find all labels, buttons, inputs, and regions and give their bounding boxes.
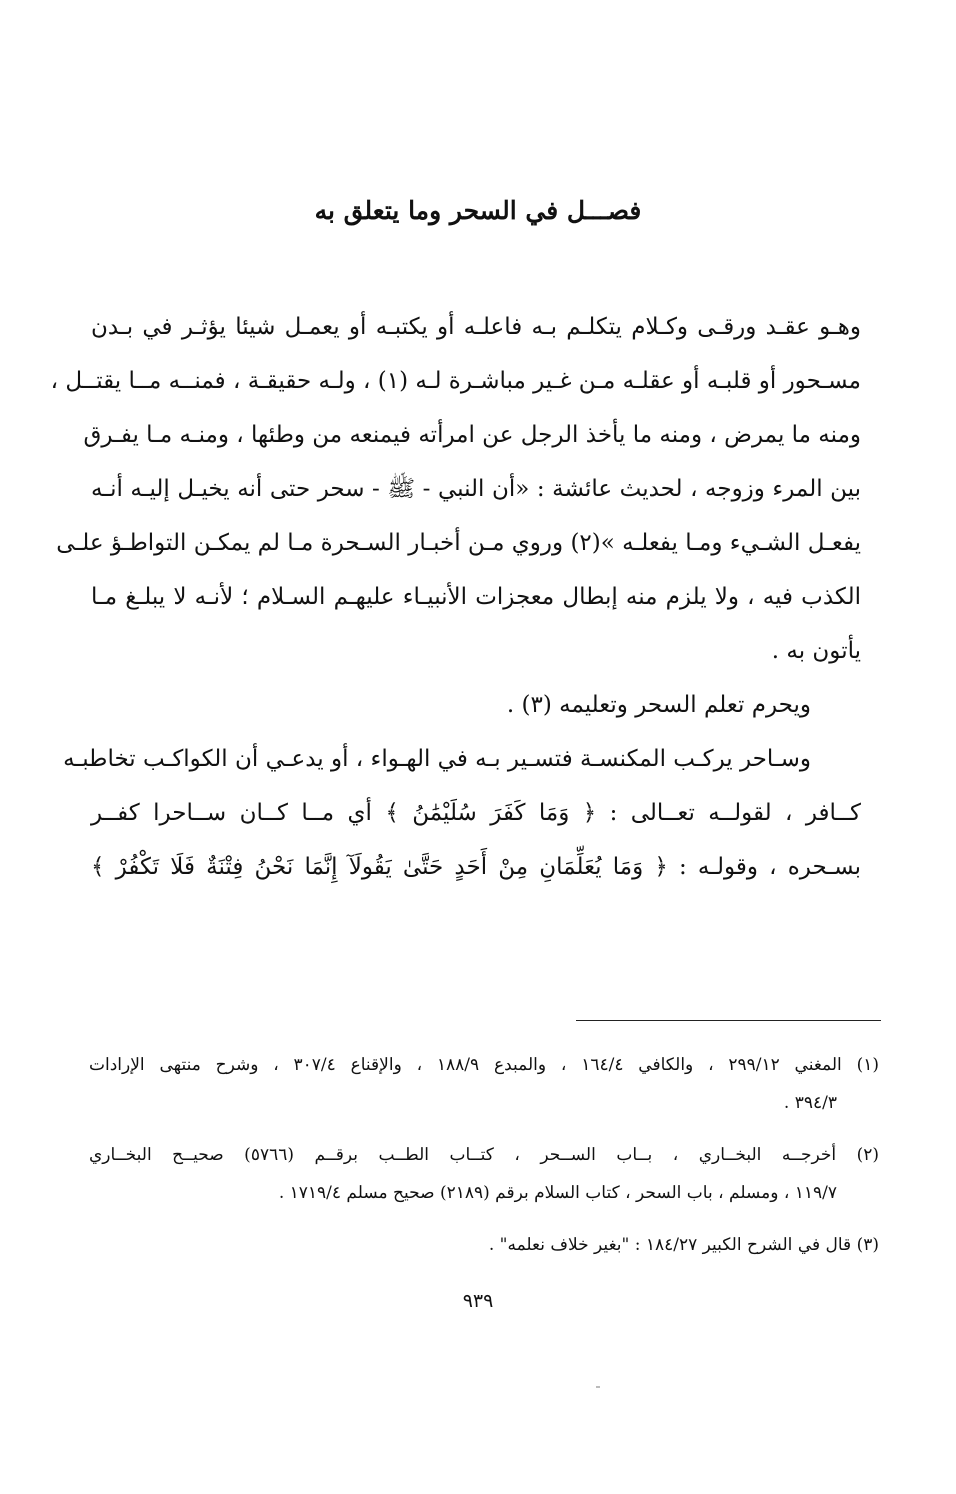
footnote-line: ٣٩٤/٣ . xyxy=(783,1093,837,1113)
body-line: مسـحور أو قلبـه أو عقلـه مـن غـير مباشـرة لـه (١) ، ولـه حقيقـة ، فمنــه مــا يقتــل ، xyxy=(50,368,861,394)
scan-speck xyxy=(596,1386,600,1388)
footnotes xyxy=(89,1046,879,1264)
body-line: يأتون به . xyxy=(771,638,861,664)
body-line: يفعـل الشـيء ومـا يفعلـه »(٢) وروي مـن أخبـار السـحرة مـا لم يمكـن التواطـؤ علـى xyxy=(56,530,861,556)
body-line: ومنه ما يمرض ، ومنه ما يأخذ الرجل عن امرأته فيمنعه من وطئها ، ومنـه مـا يفـرق xyxy=(83,422,861,448)
main-text xyxy=(50,300,861,894)
paragraph-line: كــافر ، لقولــه تعــالى : ﴿ وَمَا كَفَرَ سُلَيْمَٰنُ ﴾ أي مــا كــان ســاحرا كفــر xyxy=(91,800,861,826)
paragraph-line: بسـحره ، وقولـه : ﴿ وَمَا يُعَلِّمَانِ مِنْ أَحَدٍ حَتَّىٰ يَقُولَآ إِنَّمَا نَحْنُ فِتْنَةٌ فَلَا تَكْفُرْ ﴾ xyxy=(91,854,861,880)
body-line: بين المرء وزوجه ، لحديث عائشة : «أن النبي - ﷺ - سحر حتى أنه يخيـل إليـه أنـه xyxy=(91,476,861,502)
section-title: فصـــل في السحر وما يتعلق به xyxy=(314,196,642,225)
footnote-divider xyxy=(576,1020,881,1021)
footnote-line: (٢) أخرجــه البخــاري ، بــاب الســحر ، كتــاب الطــب برقــم (٥٧٦٦) صحيــح البخــاري xyxy=(89,1145,880,1165)
paragraph-line: ويحرم تعلم السحر وتعليمه (٣) . xyxy=(506,692,811,718)
body-line: الكذب فيه ، ولا يلزم منه إبطال معجزات الأنبيـاء عليهـم السـلام ؛ لأنـه لا يبلـغ مـا xyxy=(91,584,861,610)
footnote-line: (٣) قال في الشرح الكبير ١٨٤/٢٧ : "بغير خلاف نعلمه" . xyxy=(488,1235,879,1255)
footnote-line: (١) المغني ٢٩٩/١٢ ، والكافي ١٦٤/٤ ، والمبدع ١٨٨/٩ ، والإقناع ٣٠٧/٤ ، وشرح منتهى الإرادات xyxy=(89,1055,880,1075)
footnote-line: ١١٩/٧ ، ومسلم ، باب السحر ، كتاب السلام برقم (٢١٨٩) صحيح مسلم ١٧١٩/٤ . xyxy=(278,1183,837,1203)
paragraph-line: وسـاحر يركـب المكنسـة فتسـير بـه في الهـواء ، أو يدعـي أن الكواكـب تخاطبـه xyxy=(63,746,811,772)
page-number: ٩٣٩ xyxy=(462,1290,494,1312)
body-line: وهـو عقـد ورقـى وكـلام يتكلـم بـه فاعلـه أو يكتبـه أو يعمـل شيئا يؤثـر في بـدن xyxy=(91,314,861,340)
